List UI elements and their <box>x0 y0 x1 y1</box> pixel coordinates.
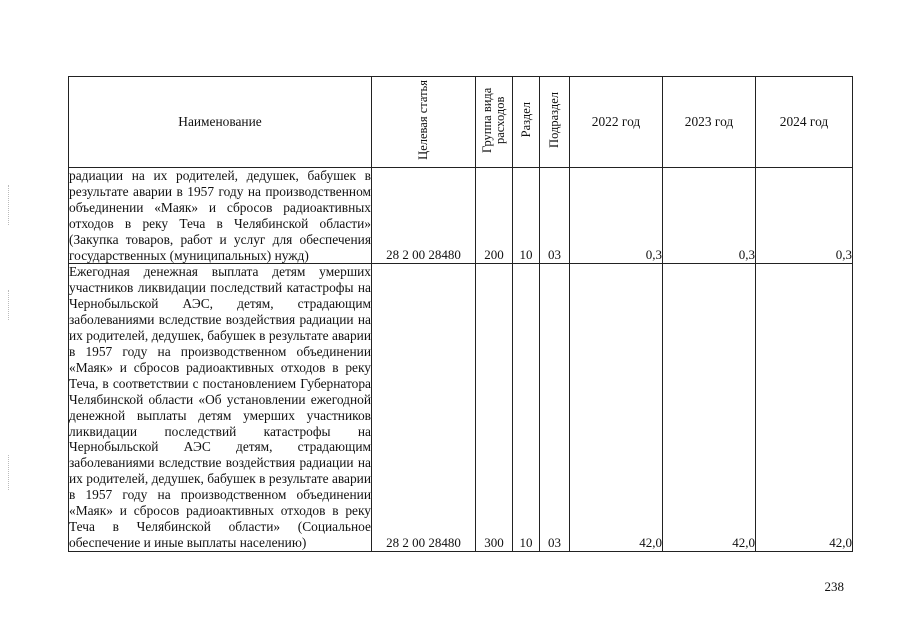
row-article-cell: 28 2 00 28480 <box>372 264 476 551</box>
header-year-2024: 2024 год <box>756 77 853 168</box>
row-group-cell: 200 <box>476 168 513 264</box>
header-target-article: Целевая статья <box>372 77 476 168</box>
row-name-cell: Ежегодная денежная выплата детям умерших участников ликвидации последствий катастрофы на Чернобыльской АЭС, детям, страдающим заболеваниями вследствие воздействия радиации на их родителей, дедушек, бабушек в результате аварии в 1957 году на производственном объединении «Маяк» и сбросов радиоактивных отходов в реку Теча, в соответствии с постановлением Губернатора Челябинской области «Об установлении ежегодной денежной выплаты детям умерших участников ликвидации последствий катастрофы на Чернобыльской АЭС детям, страдающим заболеваниями вследствие воздействия радиации на их родителей, дедушек, бабушек в результате аварии в 1957 году на производственном объединении «Маяк» и сбросов радиоактивных отходов в реку Теча в Челябинской области» (Социальное обеспечение и иные выплаты населению) <box>69 264 371 550</box>
header-name: Наименование <box>69 77 372 168</box>
row-value-2024: 0,3 <box>756 168 853 264</box>
row-value-2024: 42,0 <box>756 264 853 551</box>
scan-margin-mark <box>8 290 10 320</box>
row-value-2023: 0,3 <box>663 168 756 264</box>
row-section-cell: 10 <box>513 168 540 264</box>
row-section-cell: 10 <box>513 264 540 551</box>
header-subsection: Подраздел <box>540 77 570 168</box>
table-row <box>69 264 853 551</box>
header-expense-group: Группа вида расходов <box>476 77 513 168</box>
row-article-cell: 28 2 00 28480 <box>372 168 476 264</box>
scan-margin-mark <box>8 185 10 225</box>
row-value-2022: 0,3 <box>570 168 663 264</box>
row-subsection-cell: 03 <box>540 168 570 264</box>
header-section: Раздел <box>513 77 540 168</box>
row-group-cell: 300 <box>476 264 513 551</box>
table-header-row <box>69 77 853 168</box>
row-subsection-cell: 03 <box>540 264 570 551</box>
scan-margin-mark <box>8 455 10 490</box>
row-value-2023: 42,0 <box>663 264 756 551</box>
table-row <box>69 168 853 264</box>
row-value-2022: 42,0 <box>570 264 663 551</box>
budget-table <box>68 76 853 552</box>
row-name-cell: радиации на их родителей, дедушек, бабушек в результате аварии в 1957 году на производственном объединении «Маяк» и сбросов радиоактивных отходов в реку Теча в Челябинской области» (Закупка товаров, работ и услуг для обеспечения государственных (муниципальных) нужд) <box>69 168 371 263</box>
header-year-2023: 2023 год <box>663 77 756 168</box>
header-year-2022: 2022 год <box>570 77 663 168</box>
page-number: 238 <box>824 579 844 594</box>
